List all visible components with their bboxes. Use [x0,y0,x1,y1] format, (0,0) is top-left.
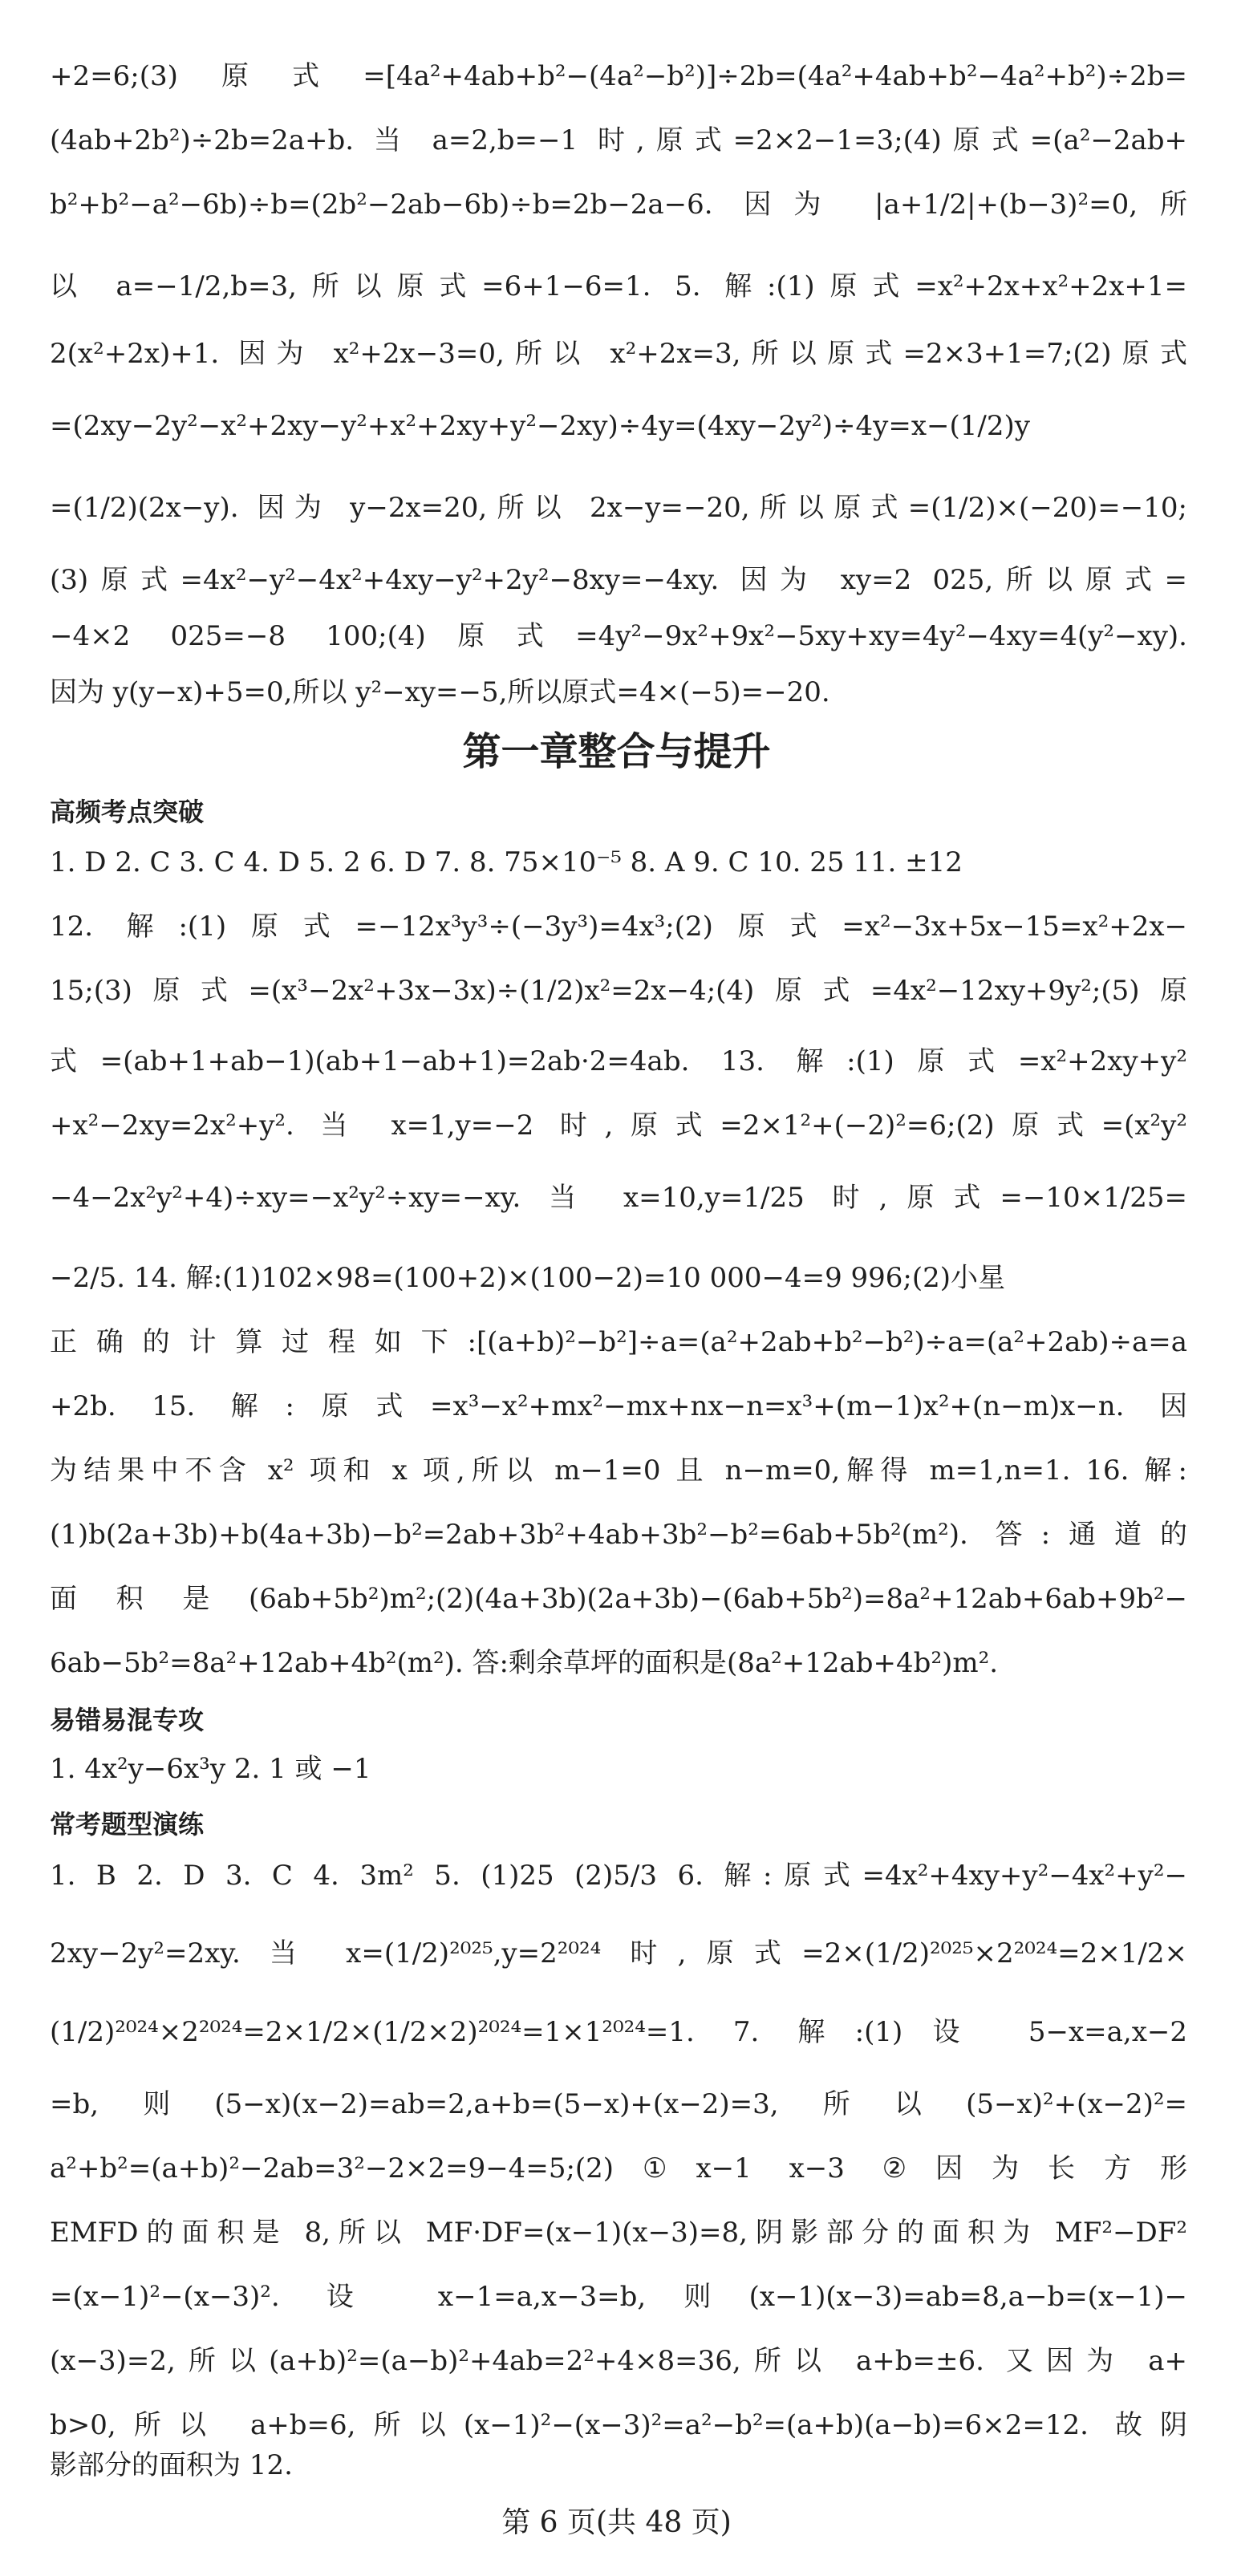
text-line: (1/2)²⁰²⁴×2²⁰²⁴=2×1/2×(1/2×2)²⁰²⁴=1×1²⁰²⁴=1. 7. 解:(1)设 5−x=a,x−2 [50,2016,1187,2048]
text-line: 式=(ab+1+ab−1)(ab+1−ab+1)=2ab·2=4ab. 13. 解:(1)原式=x²+2xy+y² [50,1045,1187,1077]
page-footer: 第 6 页(共 48 页) [501,2506,732,2539]
text-line: 2xy−2y²=2xy. 当 x=(1/2)²⁰²⁵,y=2²⁰²⁴ 时,原式=2×(1/2)²⁰²⁵×2²⁰²⁴=2×1/2× [50,1937,1187,1970]
text-line: b²+b²−a²−6b)÷b=(2b²−2ab−6b)÷b=2b−2a−6. 因为 |a+1/2|+(b−3)²=0,所 [50,189,1187,221]
text-line: 15;(3)原式=(x³−2x²+3x−3x)÷(1/2)x²=2x−4;(4)原式=4x²−12xy+9y²;(5)原 [50,975,1187,1007]
text-line: 以 a=−1/2,b=3,所以原式=6+1−6=1. 5. 解:(1)原式=x²+2x+x²+2x+1= [50,270,1187,302]
section-heading-high-freq: 高频考点突破 [50,797,205,827]
text-line: −4−2x²y²+4)÷xy=−x²y²÷xy=−xy. 当 x=10,y=1/25 时,原式=−10×1/25= [50,1182,1187,1214]
text-line: (4ab+2b²)÷2b=2a+b. 当 a=2,b=−1 时,原式=2×2−1=3;(4)原式=(a²−2ab+ [50,124,1187,156]
text-line: EMFD的面积是 8,所以 MF·DF=(x−1)(x−3)=8,阴影部分的面积为 MF²−DF² [50,2217,1187,2249]
text-line: (x−3)=2,所以(a+b)²=(a−b)²+4ab=2²+4×8=36,所以 a+b=±6. 又因为 a+ [50,2345,1187,2377]
text-line: 为结果中不含 x² 项和 x 项,所以 m−1=0 且 n−m=0,解得 m=1,n=1. 16. 解: [50,1454,1187,1487]
text-line: 1. 4x²y−6x³y 2. 1 或 −1 [50,1753,371,1785]
section-heading-easy-error: 易错易混专攻 [50,1705,205,1735]
section-heading-common: 常考题型演练 [50,1809,205,1840]
text-line: =(x−1)²−(x−3)². 设 x−1=a,x−3=b,则(x−1)(x−3)=ab=8,a−b=(x−1)− [50,2281,1187,2313]
text-line: +2b. 15. 解:原式=x³−x²+mx²−mx+nx−n=x³+(m−1)x²+(n−m)x−n. 因 [50,1390,1187,1422]
text-line: +x²−2xy=2x²+y². 当 x=1,y=−2 时,原式=2×1²+(−2)²=6;(2)原式=(x²y² [50,1110,1187,1142]
text-line: 6ab−5b²=8a²+12ab+4b²(m²). 答:剩余草坪的面积是(8a²+12ab+4b²)m². [50,1647,999,1679]
text-line: 影部分的面积为 12. [50,2449,293,2481]
text-line: =(1/2)(2x−y). 因为 y−2x=20,所以 2x−y=−20,所以原式=(1/2)×(−20)=−10; [50,492,1187,524]
text-line: 因为 y(y−x)+5=0,所以 y²−xy=−5,所以原式=4×(−5)=−20. [50,676,830,708]
text-line: +2=6;(3)原式=[4a²+4ab+b²−(4a²−b²)]÷2b=(4a²+4ab+b²−4a²+b²)÷2b= [50,60,1187,92]
text-line: 1. B 2. D 3. C 4. 3m² 5. (1)25 (2)5/3 6. 解:原式=4x²+4xy+y²−4x²+y²− [50,1860,1187,1892]
text-line: 2(x²+2x)+1. 因为 x²+2x−3=0,所以 x²+2x=3,所以原式=2×3+1=7;(2)原式 [50,338,1187,370]
text-line: (3)原式=4x²−y²−4x²+4xy−y²+2y²−8xy=−4xy. 因为 xy=2 025,所以原式= [50,564,1187,596]
text-line: a²+b²=(a+b)²−2ab=3²−2×2=9−4=5;(2)①x−1 x−3 ②因为长方形 [50,2152,1187,2185]
text-line: 面积是(6ab+5b²)m²;(2)(4a+3b)(2a+3b)−(6ab+5b²)=8a²+12ab+6ab+9b²− [50,1583,1187,1615]
text-line: =b,则(5−x)(x−2)=ab=2,a+b=(5−x)+(x−2)=3,所以(5−x)²+(x−2)²= [50,2088,1187,2120]
text-line: 1. D 2. C 3. C 4. D 5. 2 6. D 7. 8. 75×10⁻⁵ 8. A 9. C 10. 25 11. ±12 [50,846,963,878]
text-line: (1)b(2a+3b)+b(4a+3b)−b²=2ab+3b²+4ab+3b²−b²=6ab+5b²(m²). 答:通道的 [50,1519,1187,1551]
text-line: =(2xy−2y²−x²+2xy−y²+x²+2xy+y²−2xy)÷4y=(4xy−2y²)÷4y=x−(1/2)y [50,410,1030,442]
text-line: −2/5. 14. 解:(1)102×98=(100+2)×(100−2)=10 000−4=9 996;(2)小星 [50,1262,1006,1294]
text-line: −4×2 025=−8 100;(4)原式=4y²−9x²+9x²−5xy+xy=4y²−4xy=4(y²−xy). [50,620,1187,652]
text-line: 正确的计算过程如下:[(a+b)²−b²]÷a=(a²+2ab+b²−b²)÷a=(a²+2ab)÷a=a [50,1326,1187,1358]
text-line: b>0,所以 a+b=6,所以(x−1)²−(x−3)²=a²−b²=(a+b)(a−b)=6×2=12. 故阴 [50,2409,1187,2441]
text-line: 12. 解:(1)原式=−12x³y³÷(−3y³)=4x³;(2)原式=x²−3x+5x−15=x²+2x− [50,911,1187,943]
chapter-title: 第一章整合与提升 [462,729,771,774]
